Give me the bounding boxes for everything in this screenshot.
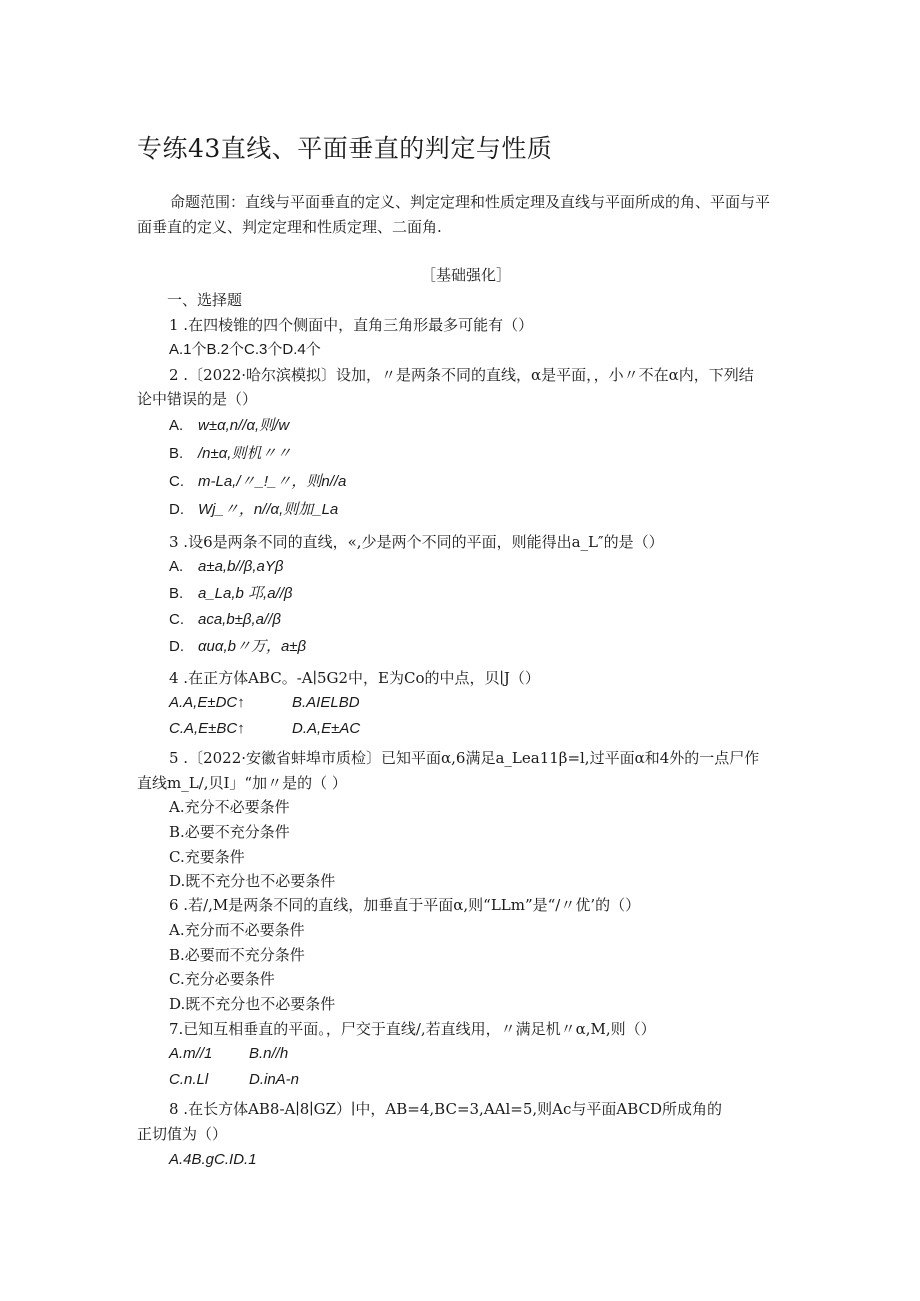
question-3-option-c: aca,b±β,a//β bbox=[198, 611, 281, 628]
page-title: 专练43直线、平面垂直的判定与性质 bbox=[137, 134, 553, 163]
question-5-stem: 5 .〔2022·安徽省蚌埠市质检〕已知平面α,6满足a_Lea11β=l,过平面α和4外的一点尸作 bbox=[169, 749, 760, 767]
question-3-option-d-label: D. bbox=[169, 638, 184, 655]
question-6-option-c: C.充分必要条件 bbox=[169, 970, 275, 988]
question-1-options: A.1个B.2个C.3个D.4个 bbox=[169, 341, 321, 358]
question-8-options: A.4B.gC.ID.1 bbox=[169, 1151, 257, 1168]
question-8-stem-cont: 正切值为（） bbox=[137, 1125, 228, 1143]
question-6-option-a: A.充分而不必要条件 bbox=[169, 921, 305, 939]
question-1-stem: 1 .在四棱锥的四个侧面中，直角三角形最多可能有（） bbox=[169, 316, 534, 334]
question-2-option-b-label: B. bbox=[169, 445, 184, 462]
question-2-option-b: /n±α,则机〃〃 bbox=[198, 445, 292, 462]
question-3-option-b: a_La,b 邛,a//β bbox=[198, 585, 293, 602]
question-6-stem: 6 .若/,M是两条不同的直线，加垂直于平面α,则“LLm”是“/〃优’的（） bbox=[169, 896, 641, 914]
question-2-stem: 2 .〔2022·哈尔滨模拟〕设加，〃是两条不同的直线，α是平面，，小〃不在α内，下列结 bbox=[169, 366, 754, 384]
question-2-option-c: m-La,/〃_!_〃，则n//a bbox=[198, 473, 347, 490]
question-7-option-c: C.n.Ll bbox=[169, 1071, 209, 1088]
question-3-option-d: αuα,b〃万，a±β bbox=[198, 638, 307, 655]
question-5-stem-cont: 直线m_L/,贝I」“加〃是的（ ） bbox=[137, 774, 347, 792]
question-6-option-b: B.必要而不充分条件 bbox=[169, 946, 305, 964]
question-2-stem-cont: 论中错误的是（） bbox=[137, 390, 258, 408]
question-4-option-c: C.A,E±BC↑ bbox=[169, 720, 245, 737]
question-2-option-c-label: C. bbox=[169, 473, 184, 490]
question-2-option-a: w±α,n//α,则/w bbox=[198, 417, 290, 434]
section-heading: ［基础强化］ bbox=[421, 266, 512, 284]
question-2-option-d: Wj_〃，n//α,则加_La bbox=[198, 501, 339, 518]
question-8-stem: 8 .在长方体AB8-A∣8∣GZ）∣中，AB=4,BC=3,AAl=5,则Ac与平面ABCD所成角的 bbox=[169, 1100, 723, 1118]
question-3-stem: 3 .设6是两条不同的直线，«,少是两个不同的平面，则能得出a_L″的是（） bbox=[169, 533, 664, 551]
question-5-option-a: A.充分不必要条件 bbox=[169, 798, 290, 816]
question-7-option-b: B.n//h bbox=[249, 1045, 289, 1062]
question-7-stem: 7.已知互相垂直的平面。，尸交于直线/,若直线用，〃满足机〃α,M,则（） bbox=[169, 1020, 656, 1038]
part-heading: 一、选择题 bbox=[167, 291, 243, 309]
question-7-option-a: A.m//1 bbox=[169, 1045, 213, 1062]
question-3-option-b-label: B. bbox=[169, 585, 184, 602]
question-3-option-c-label: C. bbox=[169, 611, 184, 628]
question-5-option-c: C.充要条件 bbox=[169, 848, 245, 866]
question-5-option-d: D.既不充分也不必要条件 bbox=[169, 872, 336, 890]
question-3-option-a-label: A. bbox=[169, 558, 184, 575]
question-2-option-a-label: A. bbox=[169, 417, 184, 434]
question-4-stem: 4 .在正方体ABC。-A∣5G2中，E为Co的中点，贝∣J（） bbox=[169, 669, 540, 687]
question-7-option-d: D.inA-n bbox=[249, 1071, 300, 1088]
question-2-option-d-label: D. bbox=[169, 501, 184, 518]
intro-line-1: 命题范围：直线与平面垂直的定义、判定定理和性质定理及直线与平面所成的角、平面与平 bbox=[170, 193, 771, 211]
question-3-option-a: a±a,b//β,aYβ bbox=[198, 558, 284, 575]
question-6-option-d: D.既不充分也不必要条件 bbox=[169, 995, 336, 1013]
question-4-option-d: D.A,E±AC bbox=[292, 720, 361, 737]
intro-line-2: 面垂直的定义、判定定理和性质定理、二面角. bbox=[137, 218, 442, 236]
question-4-option-b: B.AIELBD bbox=[292, 694, 360, 711]
question-5-option-b: B.必要不充分条件 bbox=[169, 823, 290, 841]
question-4-option-a: A.A,E±DC↑ bbox=[169, 694, 245, 711]
